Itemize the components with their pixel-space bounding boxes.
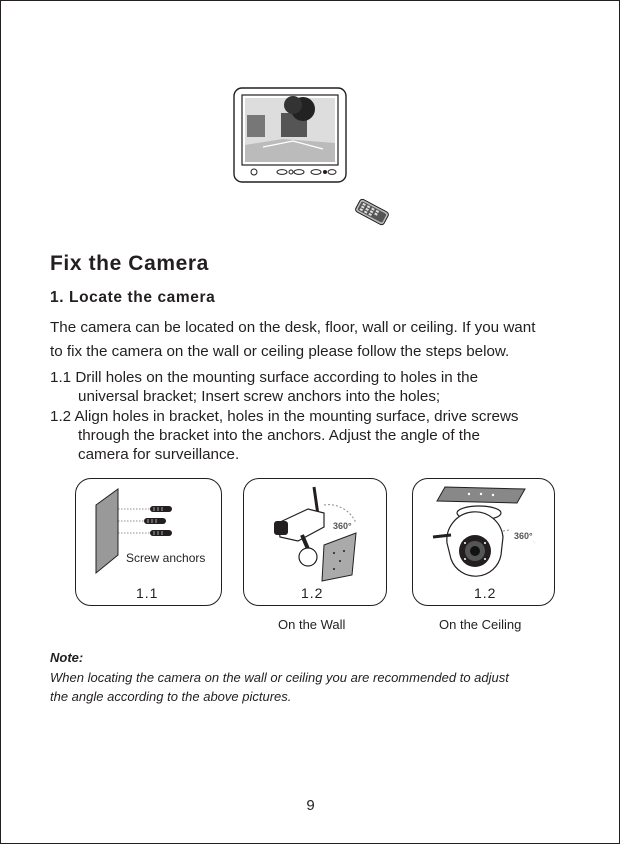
remote-illustration [352,197,392,227]
note-line-2: the angle according to the above pictures. [50,689,292,704]
monitor-icon [233,87,347,183]
step-1-2 [50,407,590,464]
note-text [50,668,590,706]
figure-1-2-wall-panel [243,478,387,606]
figure-1-1-label: 1.1 [136,585,159,601]
wall-caption: On the Wall [278,617,346,632]
screw-anchors-label: Screw anchors [126,551,206,565]
step-1-1-line-2: universal bracket; Insert screw anchors into the holes; [78,388,441,405]
figure-1-1-panel [75,478,222,606]
figure-1-2-ceiling-panel [412,478,555,606]
step-1-2-line-1: 1.2 Align holes in bracket, holes in the mounting surface, drive screws [50,408,519,425]
remote-control-icon [352,197,392,227]
intro-line-2: to fix the camera on the wall or ceiling please follow the steps below. [50,343,510,360]
wall-rotation-badge: 360° [333,521,352,531]
page-number: 9 [306,797,315,814]
intro-paragraph [50,316,598,364]
step-1-2-line-3: camera for surveillance. [78,446,240,463]
section-title: 1. Locate the camera [50,289,216,306]
intro-line-1: The camera can be located on the desk, floor, wall or ceiling. If you want [50,319,536,336]
figure-1-2-ceiling-label: 1.2 [474,585,497,601]
note-line-1: When locating the camera on the wall or ceiling you are recommended to adjust [50,670,509,685]
note-heading: Note: [50,650,84,665]
ceiling-rotation-badge: 360° [514,531,533,541]
figure-1-2-wall-label: 1.2 [301,585,324,601]
step-1-1-line-1: 1.1 Drill holes on the mounting surface according to holes in the [50,369,479,386]
page-heading: Fix the Camera [50,252,209,275]
wall-camera-icon [268,483,368,583]
ceiling-caption: On the Ceiling [439,617,522,632]
monitor-illustration [233,87,347,183]
step-1-1 [50,368,590,406]
step-1-2-line-2: through the bracket into the anchors. Adjust the angle of the [78,427,480,444]
